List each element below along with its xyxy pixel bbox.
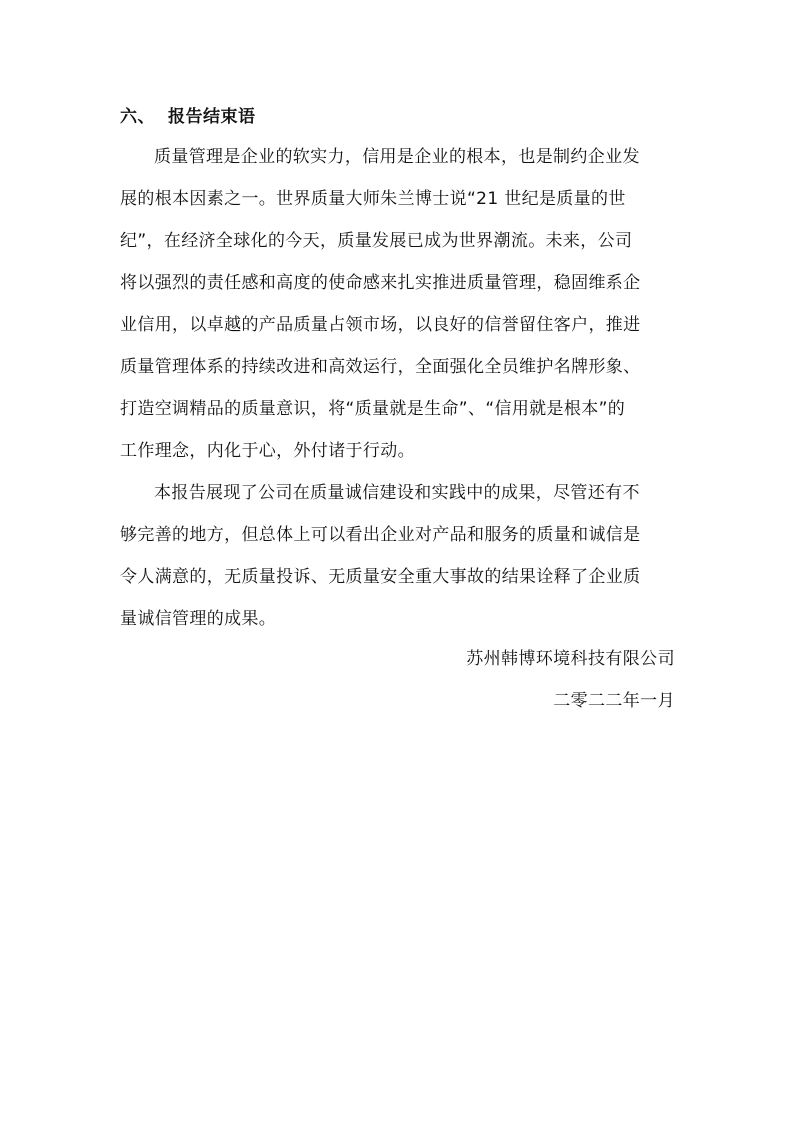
- paragraph-1-line: 质量管理体系的持续改进和高效运行，全面强化全员维护名牌形象、: [120, 357, 641, 377]
- paragraph-1-line: 业信用，以卓越的产品质量占领市场，以良好的信誉留住客户，推进: [120, 315, 641, 335]
- paragraph-1-line: 将以强烈的责任感和高度的使命感来扎实推进质量管理，稳固维系企: [120, 273, 641, 293]
- paragraph-2-line: 本报告展现了公司在质量诚信建设和实践中的成果，尽管还有不: [154, 483, 640, 503]
- section-title: 报告结束语: [168, 107, 256, 127]
- paragraph-2-line: 量诚信管理的成果。: [120, 609, 277, 629]
- paragraph-2-line: 令人满意的，无质量投诉、无质量安全重大事故的结果诠释了企业质: [120, 567, 641, 587]
- section-number: 六、: [120, 107, 155, 127]
- signature-company: 苏州韩博环境科技有限公司: [466, 649, 675, 669]
- paragraph-2-line: 够完善的地方，但总体上可以看出企业对产品和服务的质量和诚信是: [120, 525, 641, 545]
- paragraph-1-line: 纪”，在经济全球化的今天，质量发展已成为世界潮流。未来，公司: [120, 231, 633, 251]
- signature-date: 二零二二年一月: [553, 691, 675, 711]
- paragraph-1-line: 质量管理是企业的软实力，信用是企业的根本，也是制约企业发: [154, 147, 640, 167]
- section-heading: [120, 104, 256, 130]
- paragraph-1-line: 展的根本因素之一。世界质量大师朱兰博士说“21 世纪是质量的世: [120, 189, 626, 209]
- paragraph-1-line: 打造空调精品的质量意识，将“质量就是生命”、“信用就是根本”的: [120, 399, 626, 419]
- paragraph-1-line: 工作理念，内化于心，外付诸于行动。: [120, 441, 415, 461]
